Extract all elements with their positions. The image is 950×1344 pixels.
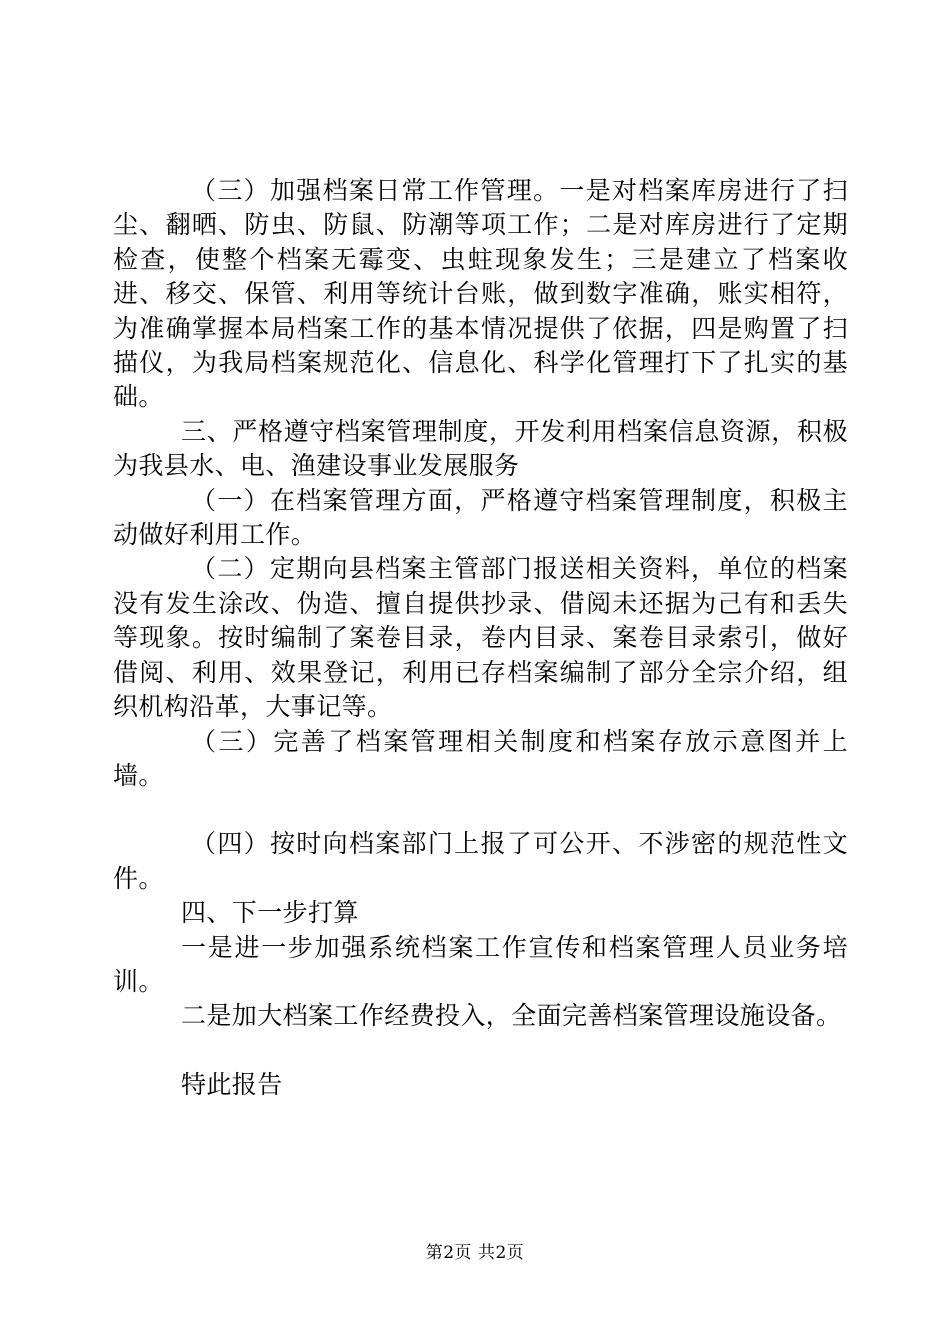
- paragraph-item-one: （一）在档案管理方面，严格遵守档案管理制度，积极主动做好利用工作。: [113, 485, 848, 550]
- paragraph-daily-management: （三）加强档案日常工作管理。一是对档案库房进行了扫尘、翻晒、防虫、防鼠、防潮等项工作；二是对库房进行了定期检查，使整个档案无霉变、虫蛀现象发生；三是建立了档案收进、移交、保管、利用等统计台账，做到数字准确，账实相符，为准确掌握本局档案工作的基本情况提供了依据，四是购置了扫描仪，为我局档案规范化、信息化、科学化管理打下了扎实的基础。: [113, 176, 848, 412]
- paragraph-item-two: （二）定期向县档案主管部门报送相关资料，单位的档案没有发生涂改、伪造、擅自提供抄录、借阅未还据为己有和丢失等现象。按时编制了案卷目录，卷内目录、案卷目录索引，做好借阅、利用、效果登记，利用已存档案编制了部分全宗介绍，组织机构沿革，大事记等。: [113, 554, 848, 722]
- paragraph-item-three: （三）完善了档案管理相关制度和档案存放示意图并上墙。: [113, 726, 848, 790]
- paragraph-next-step-one: 一是进一步加强系统档案工作宣传和档案管理人员业务培训。: [113, 932, 848, 996]
- page-number-footer: 第2页 共2页: [425, 1243, 525, 1263]
- paragraph-item-four: （四）按时向档案部门上报了可公开、不涉密的规范性文件。: [113, 829, 848, 893]
- section-heading-four: 四、下一步打算: [181, 898, 359, 928]
- section-heading-three: 三、严格遵守档案管理制度，开发利用档案信息资源，积极为我县水、电、渔建设事业发展服务: [113, 416, 848, 481]
- paragraph-next-step-two: 二是加大档案工作经费投入，全面完善档案管理设施设备。: [181, 1001, 842, 1031]
- document-body: [113, 174, 848, 1102]
- closing-statement: 特此报告: [181, 1069, 283, 1099]
